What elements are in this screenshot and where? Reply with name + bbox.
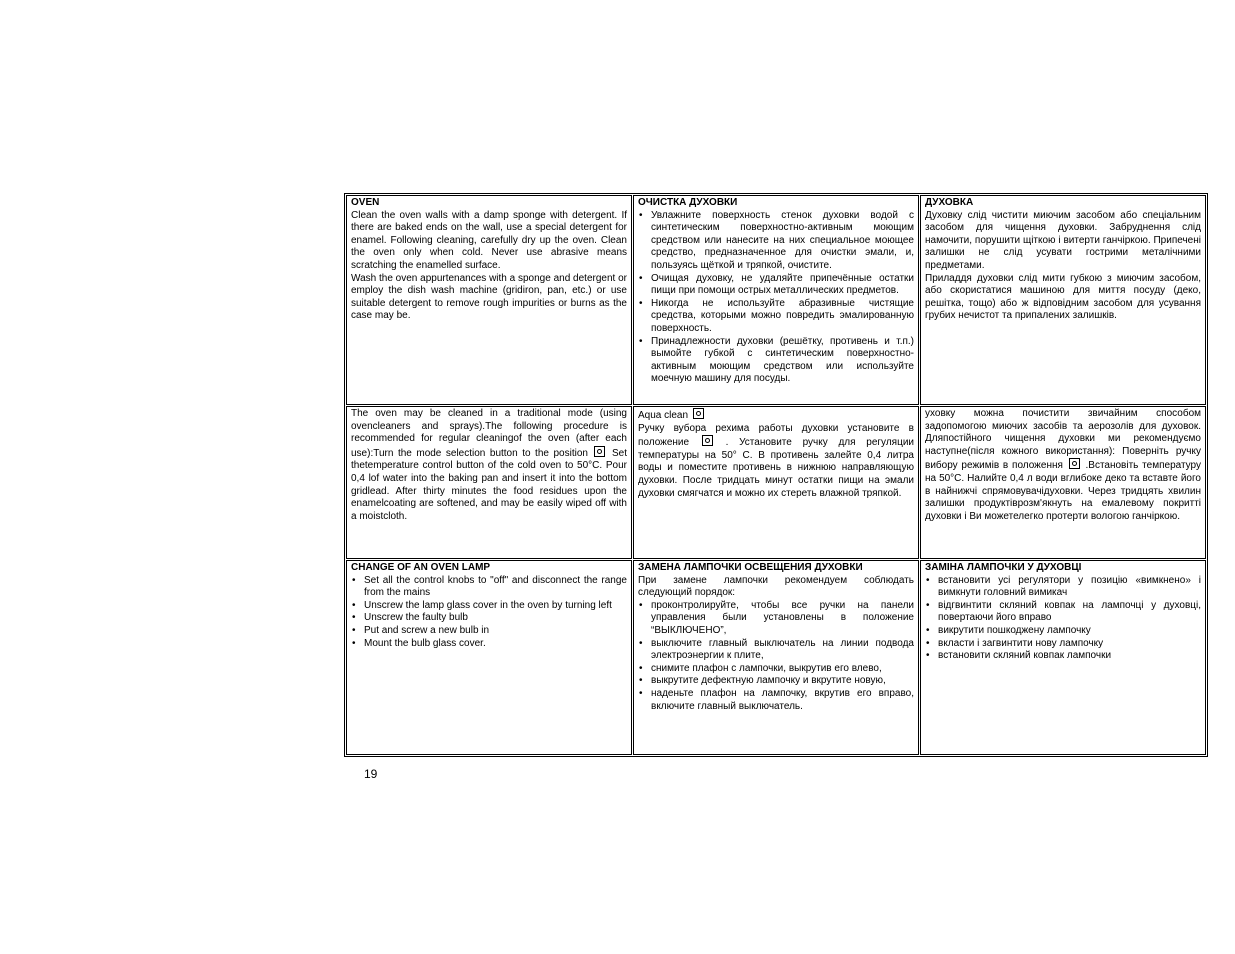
- list-item: • выключите главный выключатель на линии подвода электроэнергии к плите,: [651, 638, 914, 663]
- text-span: .Встановіть температуру на 50°С. Налийте 0,4 л води вглибоке деко та вставте його в найнижчі спрямовувачідуховки. Через тридцять хвилин залишки продуктіврозм'якнуть на емалевому покритті духовки і Ви можетелегко протерти вологою ганчіркою.: [925, 460, 1201, 522]
- cell-lamp-ru: [633, 560, 919, 755]
- text-span: Ручку вубора рехима работы духовки установите в положение: [638, 422, 914, 449]
- table-row: [346, 195, 1206, 405]
- list-item: • встановити скляний ковпак лампочки: [938, 650, 1201, 663]
- aqua-clean-icon: [1069, 458, 1080, 469]
- list-item: • Никогда не используйте абразивные чистящие средства, которыми можно повредить эмалированную поверхность.: [651, 298, 914, 336]
- bullet-list: [638, 600, 914, 713]
- cell-aqua-en: [346, 406, 632, 559]
- bullet-list: [638, 210, 914, 386]
- text-span: Set thetemperature control button of the cold oven to 50°C. Pour 0,4 lof water into the baking pan and insert it into the bottom gridlead. After thirty minutes the food residues upon the enamelcoating are softened, and may be easily wiped off with a moistcloth.: [351, 447, 628, 522]
- table-row: [346, 406, 1206, 559]
- section-heading: ЗАМІНА ЛАМПОЧКИ У ДУХОВЦІ: [925, 562, 1082, 573]
- list-item: • викрутити пошкоджену лампочку: [938, 625, 1201, 638]
- text-span: . Установите ручку для регуляции температуры на 50° С. В противень залейте 0,4 литра воды и поместите противень в нижнюю направляющую духовки. После тридцать минут остатки пищи на эмали духовки смягчатся и можно их стереть влажной тряпкой.: [638, 437, 914, 499]
- bullet-list: [925, 575, 1201, 663]
- list-item: • Unscrew the lamp glass cover in the oven by turning left: [364, 600, 627, 613]
- section-heading: CHANGE OF AN OVEN LAMP: [351, 562, 491, 573]
- cell-oven-uk: [920, 195, 1206, 405]
- list-item: • проконтролируйте, чтобы все ручки на панели управления были установлены в положение “ВЫКЛЮЧЕНО”,: [651, 600, 914, 638]
- cell-lamp-en: [346, 560, 632, 755]
- aqua-clean-icon: [594, 446, 605, 457]
- paragraph: Духовку слід чистити миючим засобом або спеціальним засобом для чищення духовки. Забруднення слід намочити, порушити щіткою і витерти ганчіркою. Припечені залишки не слід усувати гострими металічними предметами.: [925, 209, 1201, 271]
- paragraph: Wash the oven appurtenances with a sponge and detergent or employ the dish wash machine (gridiron, pan, etc.) or use suitable detergent to remove rough impurities or burns as the case may be.: [351, 272, 627, 322]
- list-item: • вкласти і загвинтити нову лампочку: [938, 638, 1201, 651]
- list-item: • встановити усі регулятори у позицію «вимкнено» і вимкнути головний вимикач: [938, 575, 1201, 600]
- list-item: • наденьте плафон на лампочку, вкрутив его вправо, включите главный выключатель.: [651, 688, 914, 713]
- table-row: [346, 560, 1206, 755]
- paragraph: [925, 408, 1201, 523]
- paragraph: [638, 423, 914, 501]
- text-span: Aqua clean: [638, 410, 689, 421]
- section-heading: ДУХОВКА: [925, 197, 974, 208]
- list-item: • відгвинтити скляний ковпак на лампочці у духовці, повертаючи його вправо: [938, 600, 1201, 625]
- paragraph: Clean the oven walls with a damp sponge with detergent. If there are baked ends on the wall, use a special detergent for enamel. Following cleaning, carefully dry up the oven. Clean the oven only when cold. Never use abrasive means scratching the enamelled surface.: [351, 209, 627, 271]
- list-item: • Unscrew the faulty bulb: [364, 612, 627, 625]
- paragraph: При замене лампочки рекомендуем соблюдать следующий порядок:: [638, 574, 914, 599]
- list-item: • Очищая духовку, не удаляйте припечённые остатки пищи при помощи острых металлических предметов.: [651, 273, 914, 298]
- cell-oven-en: [346, 195, 632, 405]
- page-number: 19: [364, 767, 378, 781]
- aqua-clean-icon: [693, 408, 704, 419]
- cell-oven-ru: [633, 195, 919, 405]
- cell-aqua-uk: [920, 406, 1206, 559]
- cell-aqua-ru: [633, 406, 919, 559]
- aqua-clean-icon: [702, 435, 713, 446]
- list-item: • Set all the control knobs to "off" and disconnect the range from the mains: [364, 575, 627, 600]
- list-item: • снимите плафон с лампочки, выкрутив его влево,: [651, 663, 914, 676]
- cell-lamp-uk: [920, 560, 1206, 755]
- list-item: • Увлажните поверхность стенок духовки водой с синтетическим поверхностно-активным моющим средством или нанесите на них специальное моющее средство, предназначенное для очистки эмали, и, пользуясь щёткой и тряпкой, очистите.: [651, 210, 914, 273]
- section-heading: ОЧИСТКА ДУХОВКИ: [638, 197, 738, 208]
- text-span: The oven may be cleaned in a traditional mode (using ovencleaners and sprays).The following procedure is recommended for regular cleaningof the oven (after each use):Turn the mode selection button to the position: [351, 408, 627, 459]
- aqua-clean-label: [638, 408, 914, 423]
- bullet-list: [351, 575, 627, 651]
- paragraph: [351, 408, 627, 523]
- list-item: • Mount the bulb glass cover.: [364, 638, 627, 651]
- section-heading: OVEN: [351, 197, 380, 208]
- list-item: • Put and screw a new bulb in: [364, 625, 627, 638]
- list-item: • выкрутите дефектную лампочку и вкрутите новую,: [651, 675, 914, 688]
- paragraph: Приладдя духовки слід мити губкою з миючим засобом, або скористатися машиною для миття посуду (деко, решітка, тощо) або ж відповідним засобом для усування грубих нечистот та припалених залишків.: [925, 272, 1201, 322]
- text-span: уховку можна почистити звичайним способом задопомогою миючих засобів та аерозолів для духовок. Дляпостійного чищення духовки ми рекомендуємо наступне(після кожного використання): Поверніть ручку вибору режимів в положення: [925, 408, 1201, 472]
- list-item: • Принадлежности духовки (решётку, противень и т.п.) вымойте губкой с синтетическим поверхностно-активным моющим средством или используйте моечную машину для посуды.: [651, 336, 914, 386]
- manual-table: [344, 193, 1208, 757]
- section-heading: ЗАМЕНА ЛАМПОЧКИ ОСВЕЩЕНИЯ ДУХОВКИ: [638, 562, 863, 573]
